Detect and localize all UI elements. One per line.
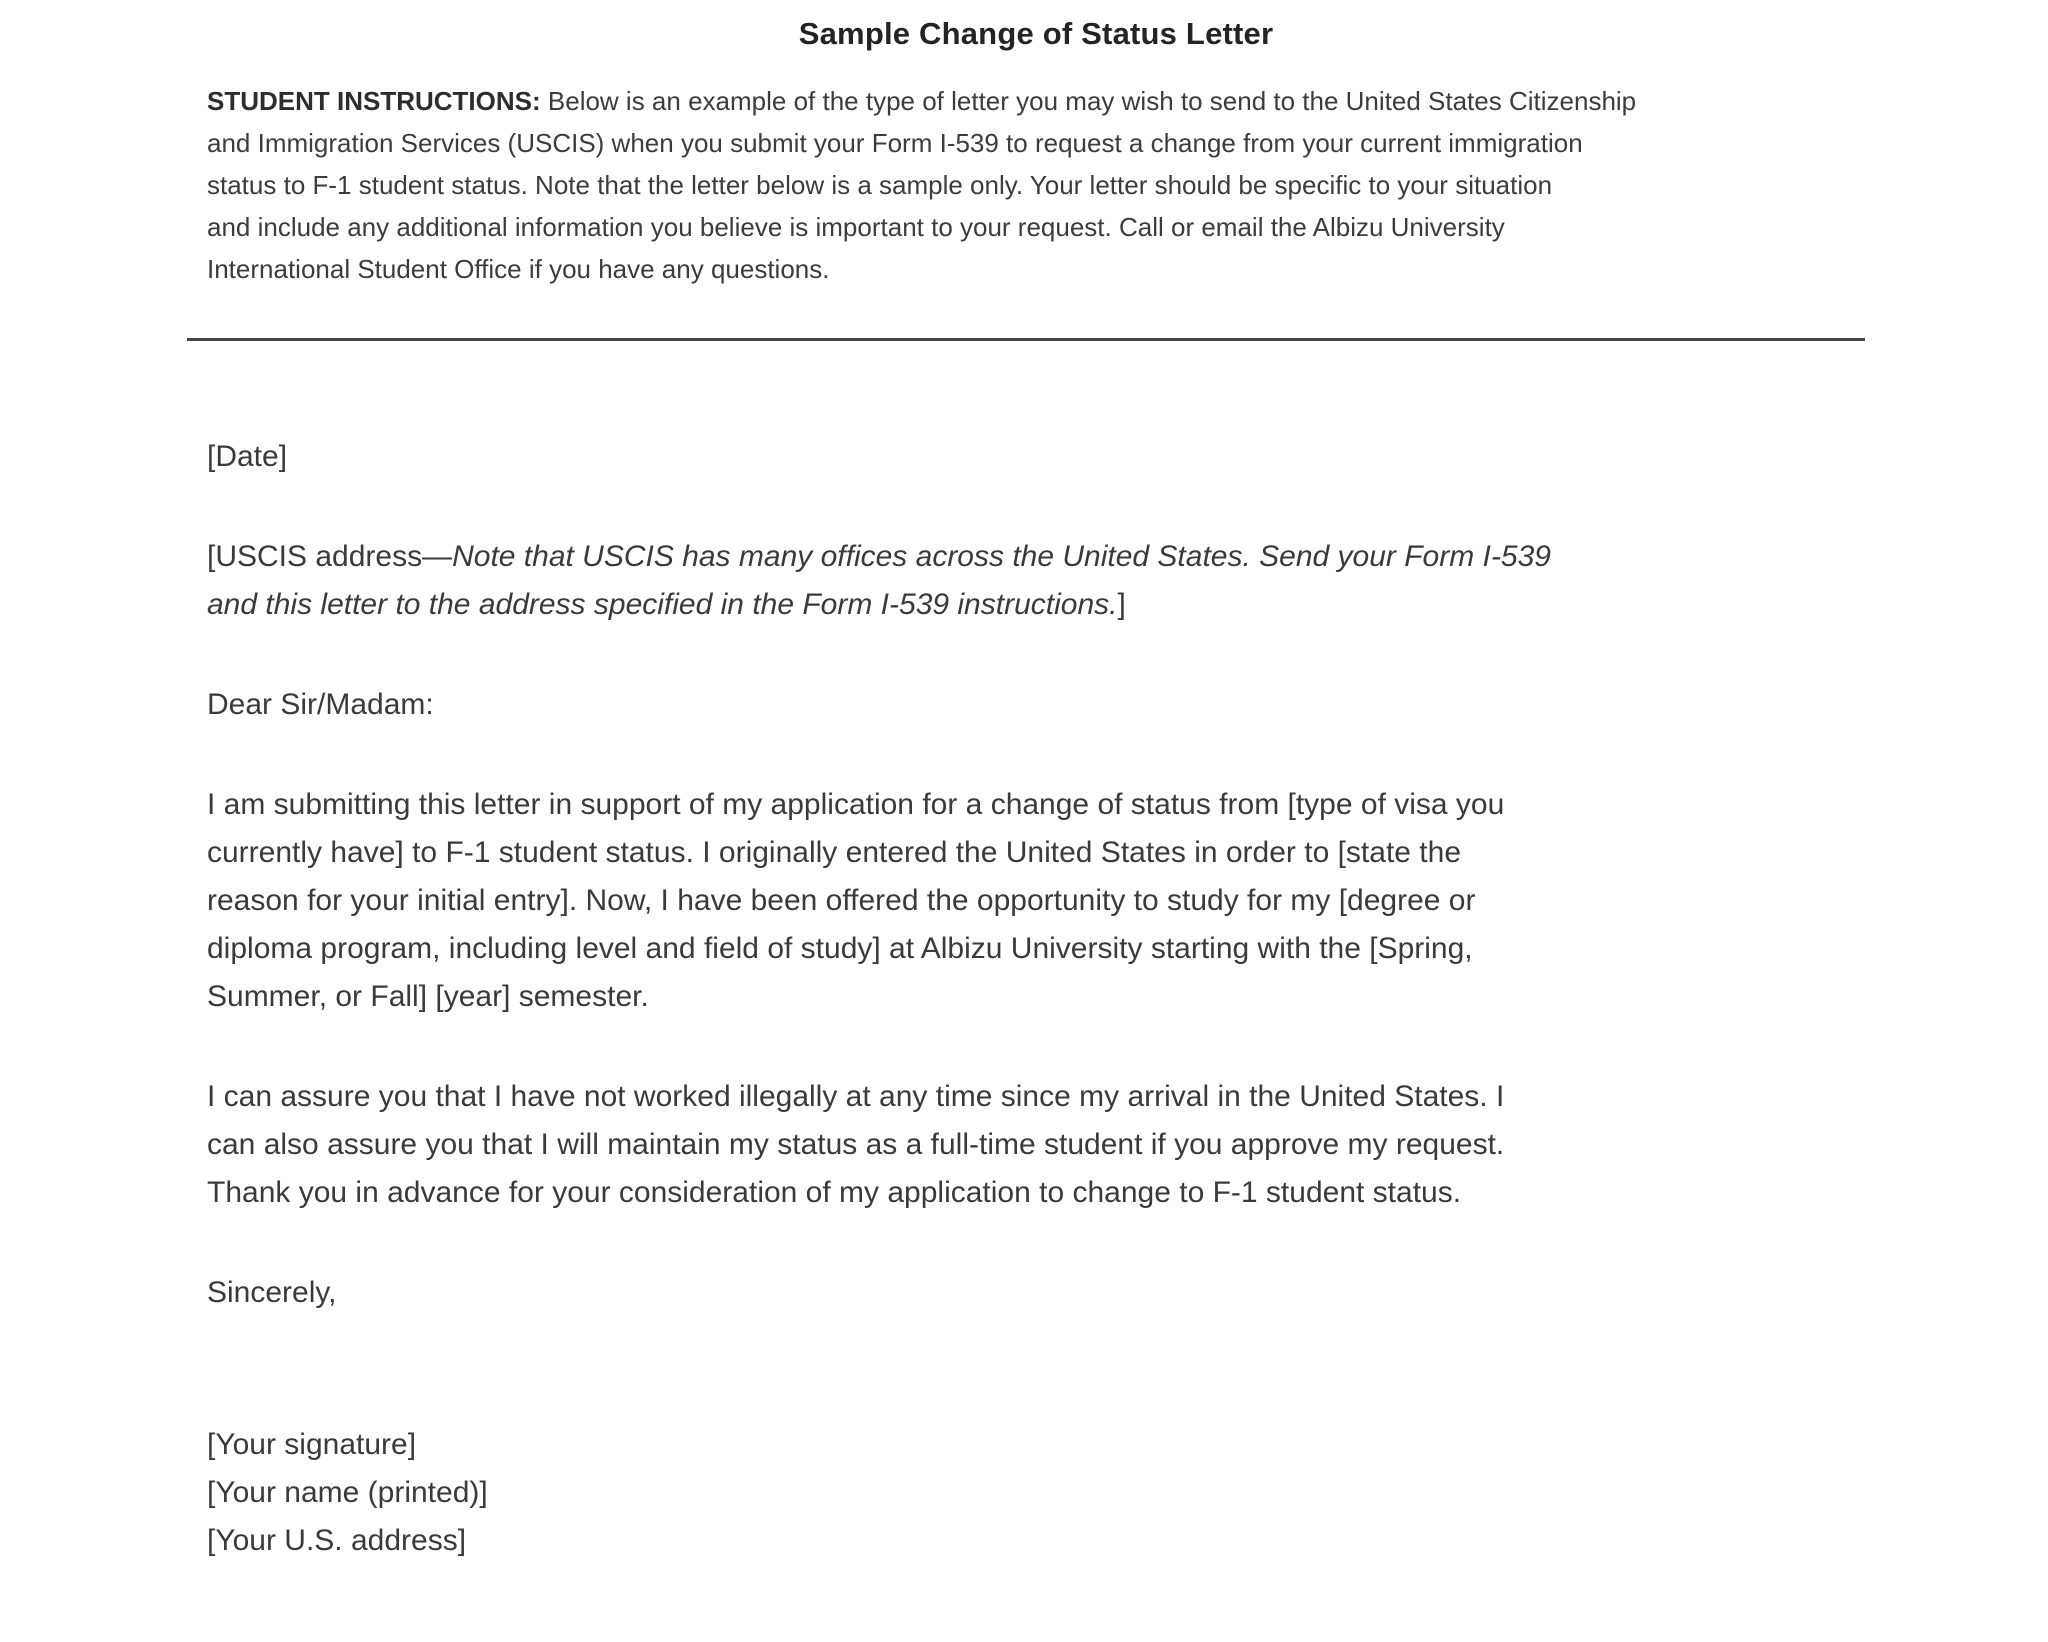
letter-body	[207, 433, 1865, 1565]
paragraph-line: diploma program, including level and field of study] at Albizu University starting with the [Spring,	[207, 932, 1473, 965]
instructions-line: and include any additional information you believe is important to your request. Call or email the Albizu University	[207, 212, 1505, 242]
paragraph-line: can also assure you that I will maintain my status as a full-time student if you approve my request.	[207, 1128, 1505, 1161]
instructions-label: STUDENT INSTRUCTIONS:	[207, 86, 541, 116]
uscis-address-suffix: ]	[1117, 588, 1126, 621]
signature-line: [Your signature]	[207, 1428, 417, 1461]
instructions-text: Below is an example of the type of letter you may wish to send to the United States Citizenship	[540, 86, 1637, 116]
instructions-line: status to F-1 student status. Note that the letter below is a sample only. Your letter should be specific to your situation	[207, 170, 1553, 200]
uscis-address-note: Note that USCIS has many offices across the United States. Send your Form I-539	[452, 540, 1551, 573]
closing: Sincerely,	[207, 1276, 337, 1309]
date-placeholder: [Date]	[207, 440, 288, 473]
uscis-address-line	[207, 533, 1865, 581]
signature-line: [Your name (printed)]	[207, 1476, 488, 1509]
signature-block	[207, 1421, 1865, 1565]
section-divider	[187, 338, 1865, 341]
paragraph-line: reason for your initial entry]. Now, I have been offered the opportunity to study for my [degree or	[207, 884, 1476, 917]
instructions-line: International Student Office if you have any questions.	[207, 254, 830, 284]
uscis-address-line	[207, 581, 1865, 629]
body-paragraph-1	[207, 781, 1865, 1021]
signature-line: [Your U.S. address]	[207, 1524, 467, 1557]
instructions-line	[207, 80, 1865, 122]
paragraph-line: Thank you in advance for your consideration of my application to change to F-1 student status.	[207, 1176, 1462, 1209]
instructions-line: and Immigration Services (USCIS) when you submit your Form I-539 to request a change from your current immigration	[207, 128, 1583, 158]
student-instructions-paragraph	[207, 80, 1865, 290]
uscis-address-paragraph	[207, 533, 1865, 629]
salutation: Dear Sir/Madam:	[207, 688, 434, 721]
paragraph-line: I am submitting this letter in support of my application for a change of status from [type of visa you	[207, 788, 1505, 821]
body-paragraph-2	[207, 1073, 1865, 1217]
paragraph-line: currently have] to F-1 student status. I originally entered the United States in order to [state the	[207, 836, 1462, 869]
paragraph-line: Summer, or Fall] [year] semester.	[207, 980, 649, 1013]
paragraph-line: I can assure you that I have not worked illegally at any time since my arrival in the United States. I	[207, 1080, 1505, 1113]
uscis-address-note: and this letter to the address specified in the Form I-539 instructions.	[207, 588, 1118, 621]
uscis-address-prefix: [USCIS address—	[207, 540, 453, 573]
page-title: Sample Change of Status Letter	[798, 16, 1274, 51]
